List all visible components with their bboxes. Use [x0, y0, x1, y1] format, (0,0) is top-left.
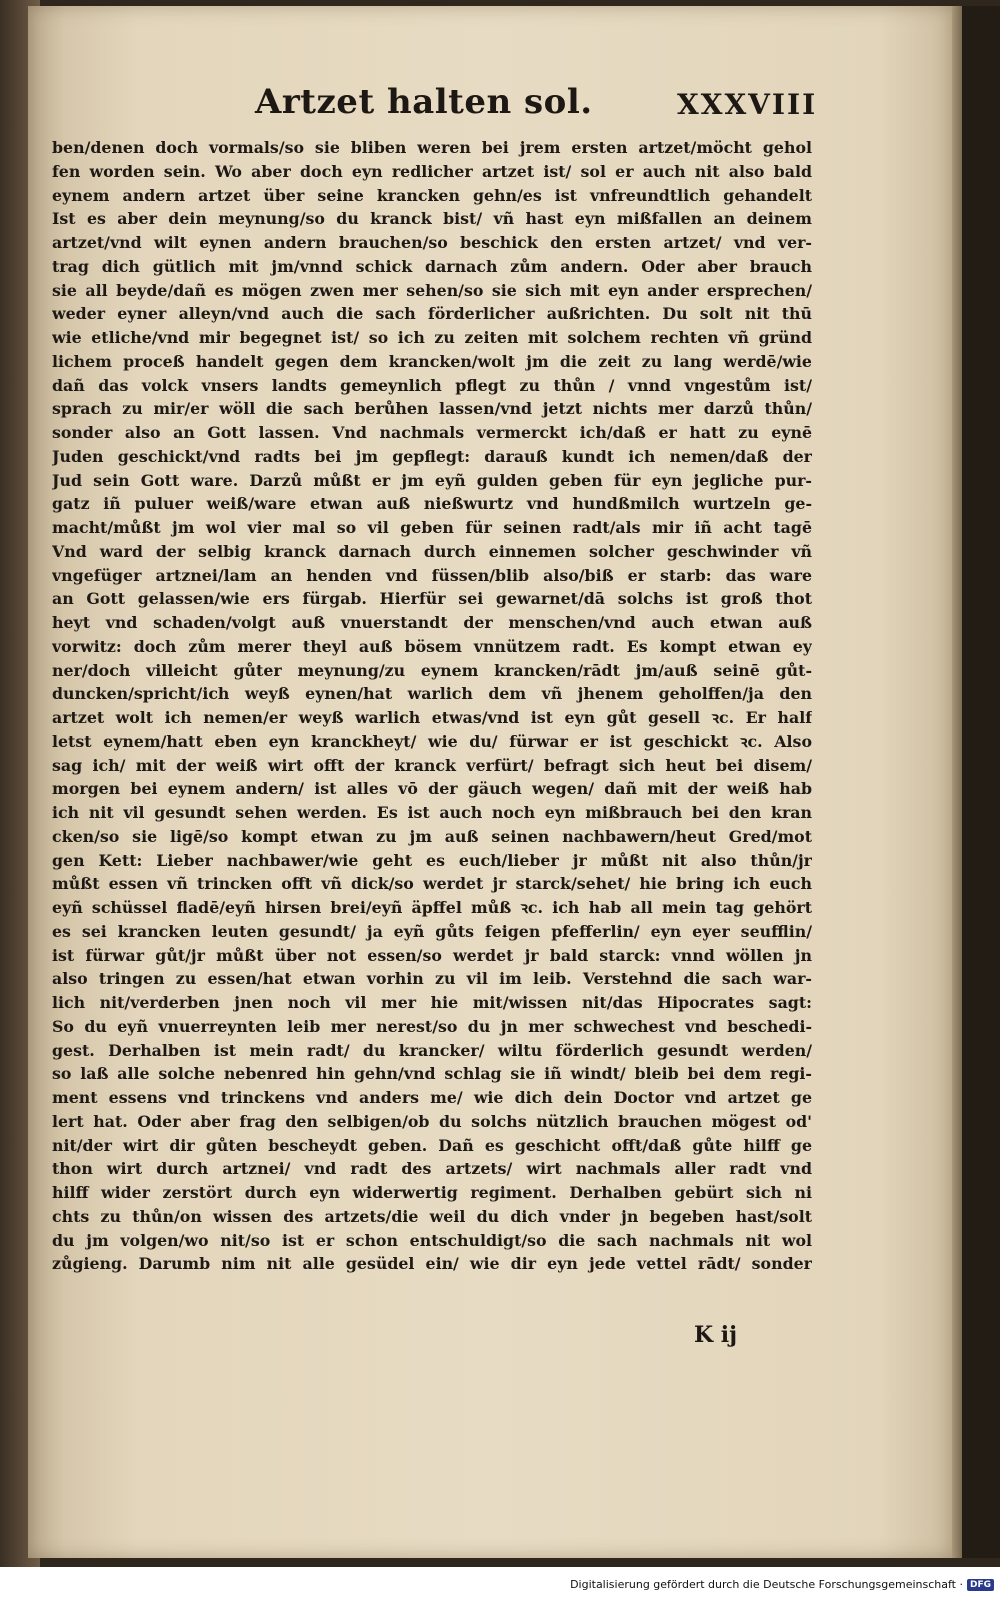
- text-line: an Gott gelassen/wie ers fürgab. Hierfür sei gewarnet/dā solchs ist groß thot: [52, 589, 812, 609]
- text-line: wie etliche/vnd mir begegnet ist/ so ich zu zeiten mit solchem rechten vñ gründ: [52, 328, 812, 347]
- text-line: Vnd ward der selbig kranck darnach durch einnemen solcher geschwinder vñ: [52, 541, 812, 561]
- text-line: můßt essen vñ trincken offt vñ dick/so werdet jr starck/sehet/ hie bring ich euch: [52, 874, 812, 894]
- text-line: sprach zu mir/er wöll die sach berůhen lassen/vnd jetzt nichts mer darzů thůn/: [52, 399, 812, 419]
- text-line: lert hat. Oder aber frag den selbigen/ob du solchs nützlich brauchen mögest od': [52, 1111, 812, 1131]
- text-line: sie all beyde/dañ es mögen zwen mer sehen/so sie sich mit eyn ander ersprechen/: [52, 280, 812, 300]
- text-line: es sei krancken leuten gesundt/ ja eyñ gůts feigen pfefferlin/ eyn eyer seufflin/: [52, 921, 812, 941]
- text-line: macht/můßt jm wol vier mal so vil geben für seinen radt/als mir iñ acht tagē: [52, 518, 812, 537]
- text-line: gen Kett: Lieber nachbawer/wie geht es euch/lieber jr můßt nit also thůn/jr: [52, 850, 812, 870]
- footer-credit: Digitalisierung gefördert durch die Deutsche Forschungsgemeinschaft ·: [570, 1578, 963, 1591]
- text-line: so laß alle solche nebenred hin gehn/vnd schlag sie iñ windt/ bleib bei dem regi-: [52, 1064, 812, 1084]
- digitization-footer: [570, 1578, 994, 1591]
- text-line: ment essens vnd trinckens vnd anders me/ wie dich dein Doctor vnd artzet ge: [52, 1088, 812, 1107]
- text-line: lichem proceß handelt gegen dem krancken/wolt jm die zeit zu lang werdē/wie: [52, 351, 812, 371]
- text-line: So du eyñ vnuerreynten leib mer nerest/so du jn mer schwechest vnd beschedi-: [52, 1016, 812, 1036]
- signature-mark: K ij: [694, 1322, 738, 1348]
- text-line: heyt vnd schaden/volgt auß vnuerstandt der menschen/vnd auch etwan auß: [52, 613, 812, 632]
- text-line: eyñ schüssel fladē/eyñ hirsen brei/eyñ äpffel můß ꝛc. ich hab all mein tag gehört: [52, 898, 812, 917]
- text-line: fen worden sein. Wo aber doch eyn redlicher artzet ist/ sol er auch nit also bald: [52, 161, 812, 181]
- text-line: Ist es aber dein meynung/so du kranck bist/ vñ hast eyn mißfallen an deinem: [52, 209, 812, 229]
- page-fore-edge: [952, 6, 962, 1558]
- text-line: artzet/vnd wilt eynen andern brauchen/so beschick den ersten artzet/ vnd ver-: [52, 233, 812, 252]
- text-line: artzet wolt ich nemen/er weyß warlich etwas/vnd ist eyn gůt gesell ꝛc. Er half: [52, 708, 812, 727]
- text-line: dañ das volck vnsers landts gemeynlich pflegt zu thůn / vnnd vngestům ist/: [52, 375, 812, 395]
- text-line: ich nit vil gesundt sehen werden. Es ist auch noch eyn mißbrauch bei den kran: [52, 803, 812, 822]
- text-line: Jud sein Gott ware. Darzů můßt er jm eyñ gulden geben für eyn jegliche pur-: [52, 470, 812, 490]
- text-line: chts zu thůn/on wissen des artzets/die weil du dich vnder jn begeben hast/solt: [52, 1206, 812, 1226]
- text-line: vngefüger artznei/lam an henden vnd füssen/blib also/biß er starb: das ware: [52, 565, 812, 585]
- text-line: Juden geschickt/vnd radts bei jm gepflegt: darauß kundt ich nemen/daß der: [52, 446, 812, 466]
- text-line: gatz iñ puluer weiß/ware etwan auß nießwurtz vnd hundßmilch wurtzeln ge-: [52, 494, 812, 514]
- dfg-logo-icon: DFG: [967, 1579, 994, 1591]
- text-line: duncken/spricht/ich weyß eynen/hat warlich dem vñ jhenem geholffen/ja den: [52, 684, 812, 704]
- body-text: [52, 136, 812, 1276]
- text-line: sag ich/ mit der weiß wirt offt der kranck verfürt/ befragt sich heut bei disem/: [52, 755, 812, 775]
- folio-number: XXXVIII: [677, 88, 818, 121]
- text-line: lich nit/verderben jnen noch vil mer hie mit/wissen nit/das Hipocrates sagt:: [52, 993, 812, 1012]
- text-line: ner/doch villeicht gůter meynung/zu eynem krancken/rādt jm/auß seinē gůt-: [52, 660, 812, 680]
- text-line: ben/denen doch vormals/so sie bliben weren bei jrem ersten artzet/möcht gehol: [52, 138, 812, 157]
- text-line: nit/der wirt dir gůten bescheydt geben. Dañ es geschicht offt/daß gůte hilff ge: [52, 1135, 812, 1155]
- text-line: ist fürwar gůt/jr můßt über not essen/so werdet jr bald starck: vnnd wöllen jn: [52, 945, 812, 965]
- text-line: thon wirt durch artznei/ vnd radt des artzets/ wirt nachmals aller radt vnd: [52, 1159, 812, 1179]
- text-line: letst eynem/hatt eben eyn kranckheyt/ wie du/ fürwar er ist geschickt ꝛc. Also: [52, 731, 812, 751]
- text-line: morgen bei eynem andern/ ist alles vō der gäuch wegen/ dañ mit der weiß hab: [52, 779, 812, 799]
- text-line: hilff wider zerstört durch eyn widerwertig regiment. Derhalben gebürt sich ni: [52, 1183, 812, 1202]
- text-line: also tringen zu essen/hat etwan vorhin zu vil im leib. Verstehnd die sach war-: [52, 969, 812, 989]
- text-line: weder eyner alleyn/vnd auch die sach förderlicher außrichten. Du solt nit thū: [52, 304, 812, 324]
- text-line: zůgieng. Darumb nim nit alle gesüdel ein/ wie dir eyn jede vettel rādt/ sonder: [52, 1254, 812, 1274]
- text-line: sonder also an Gott lassen. Vnd nachmals vermerckt ich/daß er hatt zu eynē: [52, 423, 812, 442]
- text-line: eynem andern artzet über seine krancken gehn/es ist vnfreundtlich gehandelt: [52, 185, 812, 205]
- text-line: gest. Derhalben ist mein radt/ du krancker/ wiltu förderlich gesundt werden/: [52, 1040, 812, 1060]
- text-line: du jm volgen/wo nit/so ist er schon entschuldigt/so die sach nachmals nit wol: [52, 1230, 812, 1250]
- text-line: cken/so sie ligē/so kompt etwan zu jm auß seinen nachbawern/heut Gred/mot: [52, 826, 812, 846]
- text-line: trag dich gütlich mit jm/vnnd schick darnach zům andern. Oder aber brauch: [52, 256, 812, 276]
- running-header: Artzet halten sol.: [255, 82, 593, 122]
- text-line: vorwitz: doch zům merer theyl auß bösem vnnützem radt. Es kompt etwan ey: [52, 636, 812, 656]
